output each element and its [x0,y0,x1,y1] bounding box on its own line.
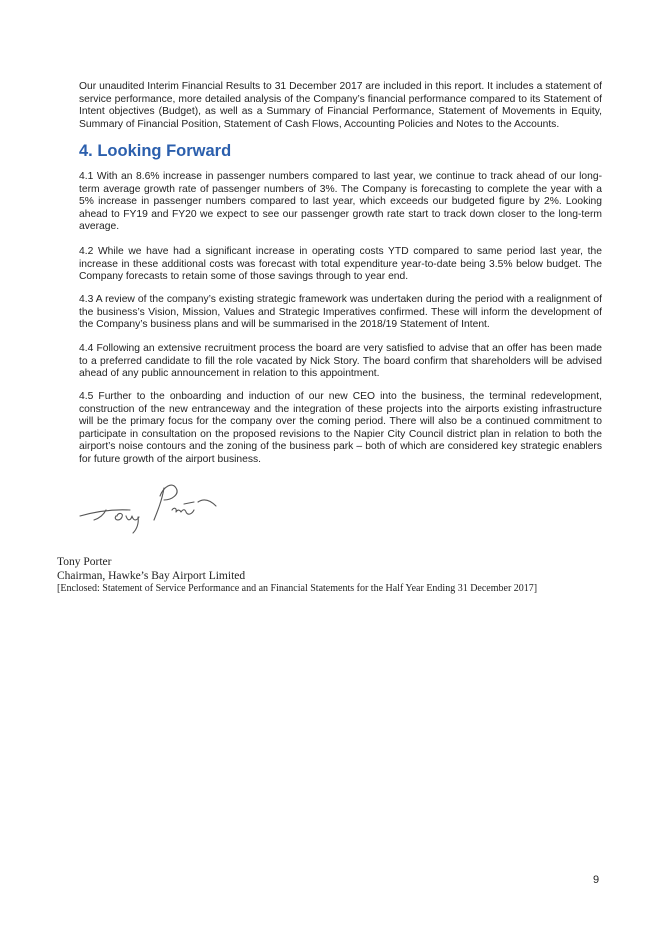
intro-paragraph: Our unaudited Interim Financial Results to 31 December 2017 are included in this report. It includes a statement of service performance, more detailed analysis of the Company’s financial performance compared to its Statement of Intent objectives (Budget), as well as a Summary of Financial Performance, Statement of Movements in Equity, Summary of Financial Position, Statement of Cash Flows, Accounting Policies and Notes to the Accounts. [79,81,602,130]
signatory-title: Chairman, Hawke’s Bay Airport Limited [57,570,246,582]
page-number: 9 [593,874,600,886]
signatory-name: Tony Porter [57,556,112,568]
paragraph-4-4: 4.4 Following an extensive recruitment process the board are very satisfied to advise that an offer has been made to a preferred candidate to fill the role vacated by Nick Story. The board confirm that shareholders will be advised ahead of any public announcement in relation to this appointment. [79,343,602,380]
paragraph-4-1: 4.1 With an 8.6% increase in passenger numbers compared to last year, we continue to track ahead of our long-term average growth rate of passenger numbers of 3%. The Company is forecasting to complete the year with a 5% increase in passenger numbers compared to last year, which exceeds our budgeted figure by 2%. Looking ahead to FY19 and FY20 we expect to see our passenger growth rate start to track down closer to the long-term average. [79,171,602,233]
paragraph-4-5: 4.5 Further to the onboarding and induction of our new CEO into the business, the terminal redevelopment, construction of the new entranceway and the integration of these projects into the airports existing infrastructure will be the primary focus for the company over the coming period. There will also be a continued commitment to participate in consultation on the proposed revisions to the Napier City Council district plan in relation to both the airport’s noise contours and the zoning of the business park – both of which are considered key strategic enablers for future growth of the airport business. [79,391,602,465]
handwritten-signature [76,476,226,538]
enclosure-note: [Enclosed: Statement of Service Performance and an Financial Statements for the Half Year Ending 31 December 2017] [57,583,538,594]
section-heading: 4. Looking Forward [79,142,232,160]
paragraph-4-3: 4.3 A review of the company’s existing strategic framework was undertaken during the period with a realignment of the business’s Vision, Mission, Values and Strategic Imperatives confirmed. These will inform the development of the Company’s business plans and will be summarised in the 2018/19 Statement of Intent. [79,294,602,331]
paragraph-4-2: 4.2 While we have had a significant increase in operating costs YTD compared to same period last year, the increase in these additional costs was forecast with total expenditure year-to-date being 3.5% below budget. The Company forecasts to retain some of those savings through to year end. [79,246,602,283]
